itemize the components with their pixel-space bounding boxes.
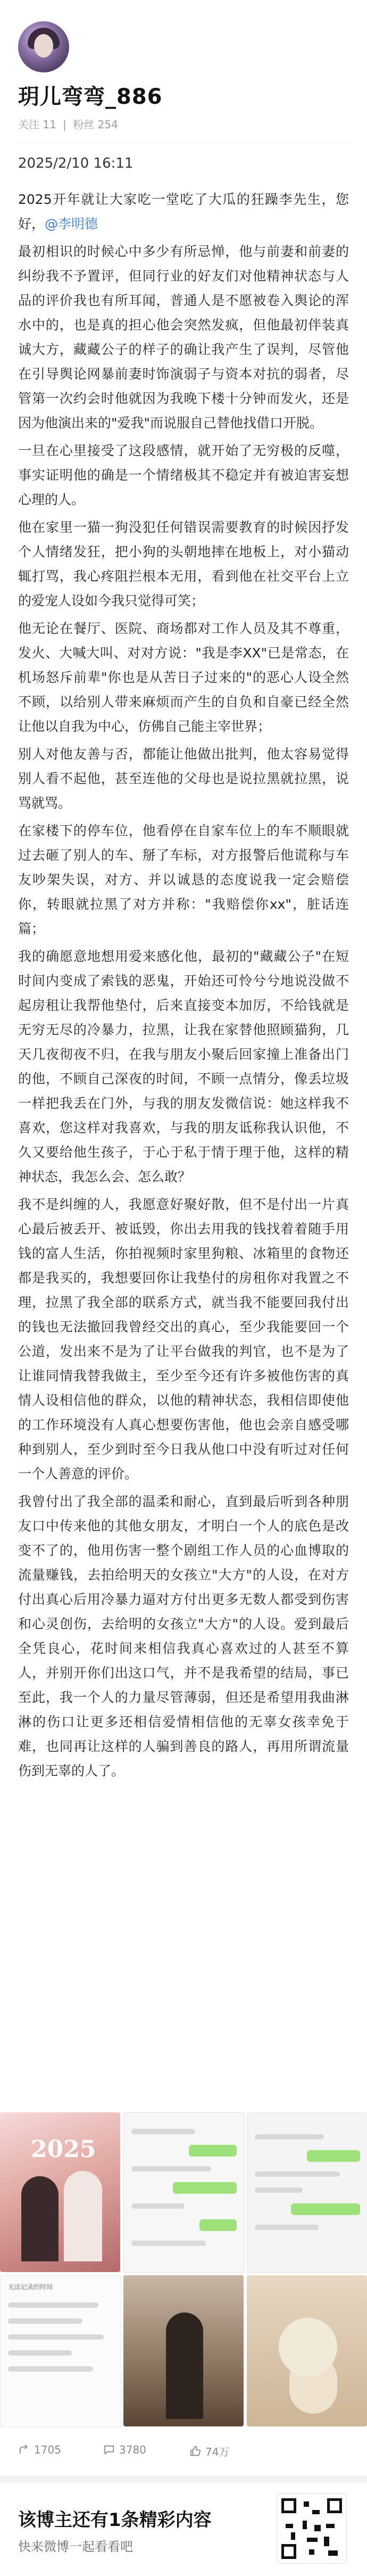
image-caption: 无法记录的时间: [8, 2283, 53, 2291]
post-image-5[interactable]: [123, 2275, 244, 2426]
stats-separator: |: [63, 118, 66, 131]
qr-dot: [328, 2550, 338, 2556]
chat-bubble: [199, 2219, 237, 2231]
footer-title: 该博主还有1条精彩内容: [18, 2509, 212, 2531]
qr-dot: [286, 2524, 293, 2528]
thumbs-up-icon: [189, 2446, 201, 2457]
share-icon: [18, 2444, 30, 2456]
post-paragraph: [18, 187, 349, 236]
chat-bubble: [189, 2145, 237, 2157]
image-text-2025: 2025: [31, 2136, 96, 2163]
qr-dot: [307, 2538, 318, 2542]
following-count[interactable]: 关注 11: [18, 118, 56, 131]
avatar[interactable]: [18, 21, 69, 72]
qr-dot: [312, 2510, 320, 2514]
post-body: [18, 187, 349, 1787]
chat-bubble: [291, 2203, 360, 2215]
post-image-4[interactable]: [0, 2275, 121, 2427]
chat-line: [131, 2166, 211, 2171]
post-paragraph: 他在家里一猫一狗没犯任何错误需要教育的时候因抒发个人情绪发狂，把小狗的头朝地摔在地板上，对小猫动辄打骂，我心疼阻拦根本无用，看到他在社交平台上立的爱宠人设如今我只觉得可笑；: [18, 520, 349, 608]
avatar-face: [34, 34, 53, 57]
username[interactable]: 玥儿弯弯_886: [18, 85, 163, 109]
post-paragraph-text: 2025开年就让大家吃一堂吃了大瓜的狂躁李先生，您好，: [18, 192, 349, 232]
section-separator: [0, 2475, 367, 2483]
chat-bubble: [173, 2182, 237, 2194]
post-image-1[interactable]: [0, 2112, 120, 2272]
image-grid: [0, 2112, 367, 2426]
like-count: 74万: [205, 2446, 230, 2458]
fans-count[interactable]: 粉丝 254: [73, 118, 118, 131]
post-paragraph: 一旦在心里接受了这段感情，就开始了无穷极的反噬，事实证明他的确是一个情绪极其不稳定并有被迫害妄想心理的人。: [18, 443, 349, 507]
post-paragraph: 在家楼下的停车位，他看停在自家车位上的车不顺眼就过去砸了别人的车、掰了车标，对方报警后他谎称与车友吵架失误，对方、并以诚恳的态度说我一定会赔偿你，转眼就拉黑了对方并称："我赔偿你xx"，脏话连篇；: [18, 823, 349, 936]
qr-dot: [291, 2532, 295, 2540]
footer-subtitle: 快来微博一起看看吧: [18, 2539, 133, 2554]
qr-dot: [309, 2549, 314, 2555]
share-button[interactable]: [18, 2443, 61, 2456]
like-button[interactable]: [189, 2443, 229, 2459]
chat-line: [8, 2334, 104, 2340]
post-paragraph: 我不是纠缠的人，我愿意好聚好散，但不是付出一片真心最后被丢开、被诋毁，你出去用我的钱找着着随手用钱的富人生活，你拍视频时家里狗粮、冰箱里的食物还都是我买的，我想要回你让我垫付的房租你对我置之不理，拉黑了我全部的联系方式，就当我不能要回我付出的钱也无法撤回我曾经交出的真心，至少我能要回一个公道，发出来不是为了让平台做我的判官，也不是为了让谁同情我替我做主，至少至今还有许多被他伤害的真情人设相信他的群众，以他的精神状态，我相信即使他的工作环境没有人真心想要伤害他，他也会亲自感受哪种到别人，至少到时至今日我从他口中没有听过对任何一个人善意的评价。: [18, 1197, 349, 1482]
comment-icon: [103, 2444, 115, 2456]
chat-line: [8, 2350, 72, 2356]
qr-finder: [281, 2544, 296, 2559]
post-date: 2025/2/10 16:11: [18, 155, 134, 171]
chat-line: [255, 2134, 324, 2139]
chat-line: [255, 2187, 303, 2193]
profile-stats: [18, 116, 121, 131]
qr-finder: [281, 2498, 296, 2513]
qr-code[interactable]: [277, 2493, 347, 2564]
chat-line: [255, 2225, 319, 2230]
chat-line: [8, 2318, 82, 2324]
footer-banner: [0, 2483, 367, 2576]
image-person: [166, 2312, 203, 2419]
comment-count: 3780: [119, 2443, 146, 2456]
post-paragraph: 他无论在餐厅、医院、商场都对工作人员及其不尊重，发火、大喊大叫、对对方说："我是李XX"已是常态，在机场怒斥前辈"你也是从苦日子过来的"的恶心人设全然不顾，以给别人带来麻烦而产生的自负和自豪已经全然让他以自我为中心，仿佛自己能主宰世界；: [18, 621, 349, 734]
post-paragraph: 别人对他友善与否，都能让他做出批判，他太容易觉得别人看不起他，甚至连他的父母也是说拉黑就拉黑，说骂就骂。: [18, 746, 349, 811]
qr-dot: [324, 2537, 329, 2546]
share-count: 1705: [34, 2443, 61, 2456]
image-person-left: [21, 2176, 59, 2261]
chat-line: [131, 2129, 195, 2134]
qr-dot: [314, 2525, 321, 2531]
chat-bubble: [307, 2150, 360, 2162]
chat-line: [255, 2171, 340, 2177]
comment-button[interactable]: [103, 2443, 146, 2456]
post-image-3[interactable]: [247, 2112, 367, 2273]
chat-line: [131, 2203, 185, 2209]
post-image-6[interactable]: [247, 2275, 367, 2426]
qr-dot: [303, 2521, 307, 2529]
chat-line: [131, 2241, 206, 2246]
qr-dot: [326, 2524, 335, 2528]
image-cat-head: [279, 2318, 337, 2376]
image-person-right: [64, 2171, 102, 2261]
qr-dot: [304, 2501, 309, 2507]
chat-line: [8, 2366, 93, 2372]
profile-header: [0, 0, 367, 171]
action-bar: [18, 2443, 349, 2465]
post-paragraph: 我的确愿意地想用爱来感化他，最初的"藏藏公子"在短时间内变成了索钱的恶鬼，开始还可怜兮兮地说没做不起房租让我帮他垫付，后来直接变本加厉，不给钱就是无穷无尽的冷暴力，拉黑，让我在家替他照顾猫狗，几天几夜彻夜不归，在我与朋友小聚后回家撞上准备出门的他，不顾自己深夜的时间，不顾一点情分，像丢垃圾一样把我丢在门外，与我的朋友发微信说：她这样我不喜欢，您这样对我喜欢，与我的朋友诋称我认识他，不久又要给他生孩子，于心于私于情于理于他，这样的精神状态，我怎么会、怎么敢？: [18, 949, 349, 1184]
post-paragraph: 最初相识的时候心中多少有所忌惮，他与前妻和前妻的纠纷我不予置评，但同行业的好友们对他精神状态与人品的评价我也有所耳闻，普通人是不愿被卷入舆论的浑水中的，也是真的担心他会突然发疯，但他最初伴装真诚大方，藏藏公子的样子的确让我产生了误判，尽管他在引导舆论网暴前妻时饰演弱子与资本对抗的弱者，尽管第一次约会时他就因为我晚下楼十分钟而发火，还是因为他演出来的"爱我"而说服自己替他找借口开脱。: [18, 244, 349, 431]
chat-line: [8, 2302, 98, 2308]
post-paragraph: 我曾付出了我全部的温柔和耐心，直到最后听到各种朋友口中传来他的其他女朋友，才明白一个人的底色是改变不了的，他用伤害一整个剧组工作人员的心血博取的流量赚钱，去拍给明天的女孩立"大方"的人设，在对方付出真心后用冷暴力逼对方付出更多无数人都受到伤害和心灵创伤，去给明的女孩立"大方"的人设。爱到最后全凭良心，花时间来相信我真心喜欢过的人甚至不算人，并别开你们出这口气，并不是我希望的结局，事已至此，我一个人的力量尽管薄弱，但还是希望用我曲淋淋的伤口让更多还相信爱情相信他的无辜女孩幸免于难，也同再让这样的人骗到善良的路人，再用所谓流量伤到无辜的人了。: [18, 1494, 349, 1779]
mention-link[interactable]: @李明德: [45, 216, 98, 232]
qr-finder: [327, 2498, 342, 2513]
post-image-2[interactable]: [123, 2112, 245, 2273]
